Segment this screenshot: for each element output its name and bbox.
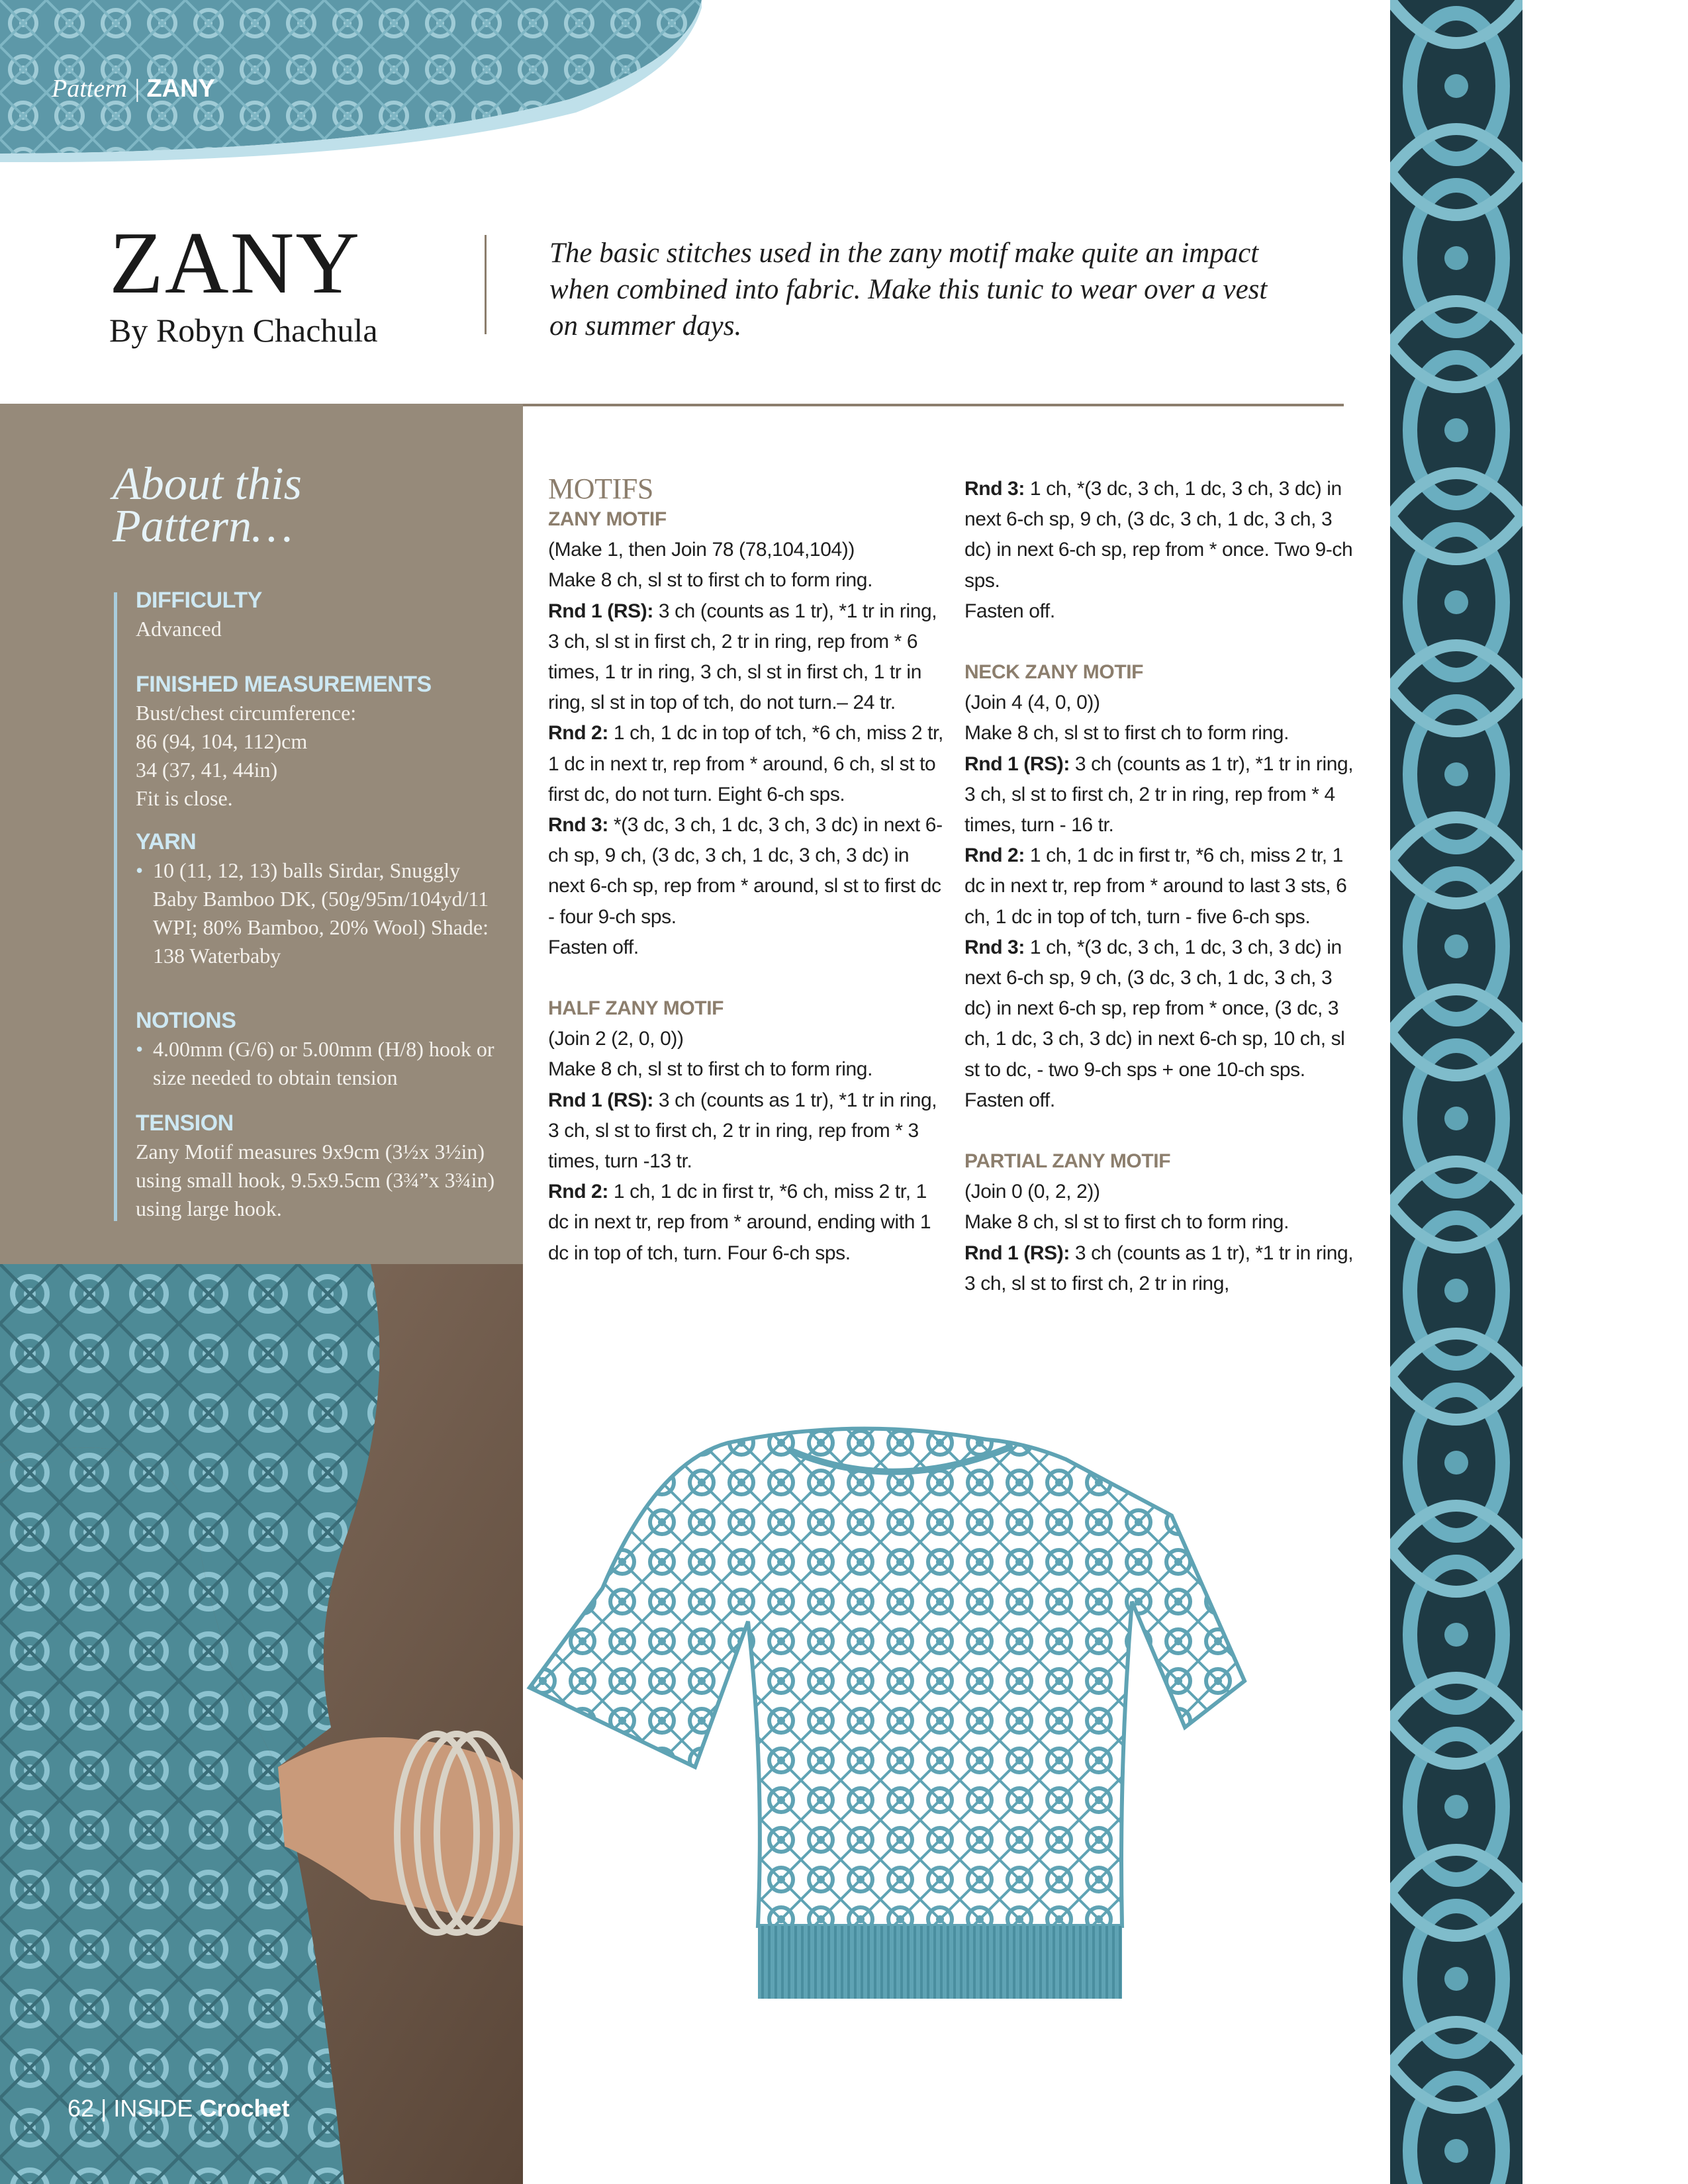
pattern-column-2 [964,474,1362,1299]
measurements-line: Bust/chest circumference: [136,701,357,725]
difficulty-label: DIFFICULTY [136,588,262,613]
sidebar-rule [114,592,117,1221]
instruction-line: Fasten off. [964,600,1055,622]
running-head-section: Pattern [52,75,127,103]
notions-item: • 4.00mm (G/6) or 5.00mm (H/8) hook or size needed to obtain tension [136,1035,506,1092]
instruction-round [548,810,945,933]
running-head-title: ZANY [146,75,215,103]
pattern-column-1 [548,474,945,1269]
notions-label: NOTIONS [136,1008,236,1033]
round-label: Rnd 3: [964,936,1025,958]
section-rule [523,404,1344,406]
round-label: Rnd 3: [964,478,1025,500]
round-label: Rnd 1 (RS): [964,1242,1070,1264]
round-label: Rnd 2: [548,722,608,745]
round-label: Rnd 1 (RS): [548,1089,653,1111]
instruction-line: Fasten off. [964,1089,1055,1111]
page-number: 62 [68,2095,95,2122]
about-heading-line1: About this [113,459,302,510]
round-label: Rnd 2: [548,1181,608,1203]
instruction-line: (Make 1, then Join 78 (78,104,104)) [548,539,855,561]
instruction-line: Make 8 ch, sl st to first ch to form ring. [548,1058,873,1081]
difficulty-block [136,586,506,643]
instruction-line: Make 8 ch, sl st to first ch to form ring. [548,569,873,592]
measurements-line: 86 (94, 104, 112)cm [136,729,308,753]
round-label: Rnd 1 (RS): [964,752,1070,775]
yarn-block [136,827,506,970]
measurements-block [136,670,506,813]
measurements-line: 34 (37, 41, 44in) [136,758,278,782]
instruction-line: (Join 0 (0, 2, 2)) [964,1181,1100,1203]
round-text: 1 ch, 1 dc in top of tch, *6 ch, miss 2 tr, 1 dc in next tr, rep from * around, 6 ch, sl st to first dc, do not turn. Eight 6-ch sps. [548,722,943,805]
measurements-line: Fit is close. [136,786,233,810]
round-label: Rnd 1 (RS): [548,600,653,622]
round-text: 1 ch, 1 dc in first tr, *6 ch, miss 2 tr, 1 dc in next tr, rep from * around to last 3 sts, 6 ch, 1 dc in top of tch, turn - five 6-ch sps. [964,844,1347,928]
title-divider [485,235,487,334]
crochet-closeup-photo [1390,0,1523,2184]
instruction-round [964,841,1362,933]
instruction-line: (Join 2 (2, 0, 0)) [548,1028,684,1050]
model-photo [0,1264,523,2184]
about-heading-line2: Pattern… [113,501,293,552]
instruction-line: Make 8 ch, sl st to first ch to form ring. [964,722,1289,745]
instruction-round [548,718,945,810]
half-zany-motif-heading: HALF ZANY MOTIF [548,997,724,1020]
round-text: 3 ch (counts as 1 tr), *1 tr in ring, 3 ch, sl st in first ch, 2 tr in ring, rep from * 6 times, 1 tr in ring, 3 ch, sl st in first ch, 1 tr in ring, sl st in top of tch, do not turn.– 24 tr. [548,600,937,714]
magazine-name-b: Crochet [199,2095,290,2122]
magazine-name-a: INSIDE [113,2095,193,2122]
neck-zany-motif-heading: NECK ZANY MOTIF [964,661,1144,684]
instruction-line: Fasten off. [548,936,639,958]
instruction-round [964,474,1362,596]
intro-text: The basic stitches used in the zany motif make quite an impact when combined into fabric. Make this tunic to wear over a vest on summer days. [549,238,1268,341]
tunic-photo [523,1423,1377,2118]
round-label: Rnd 3: [548,814,608,837]
round-text: 3 ch (counts as 1 tr), *1 tr in ring, 3 ch, sl st to first ch, 2 tr in ring, [964,1242,1354,1295]
instruction-round [548,1177,945,1269]
notions-block [136,1006,506,1092]
tension-label: TENSION [136,1111,234,1136]
instruction-round [964,1238,1362,1299]
round-text: 1 ch, *(3 dc, 3 ch, 1 dc, 3 ch, 3 dc) in next 6-ch sp, 9 ch, (3 dc, 3 ch, 1 dc, 3 ch, 3 dc) in next 6-ch sp, rep from * once, (3 dc, 3 ch, 1 dc, 3 ch, 3 dc) in next 6-ch sp, 10 ch, sl st to dc, - two 9-ch sps + one 10-ch sps. [964,936,1345,1081]
round-text: *(3 dc, 3 ch, 1 dc, 3 ch, 3 dc) in next 6-ch sp, 9 ch, (3 dc, 3 ch, 1 dc, 3 ch, 3 dc) in next 6-ch sp, rep from * around, sl st to first dc - four 9-ch sps. [548,814,943,928]
motifs-heading: MOTIFS [548,473,653,505]
measurements-label: FINISHED MEASUREMENTS [136,672,432,697]
about-heading [113,459,302,552]
partial-zany-motif-heading: PARTIAL ZANY MOTIF [964,1150,1171,1173]
round-text: 1 ch, *(3 dc, 3 ch, 1 dc, 3 ch, 3 dc) in next 6-ch sp, 9 ch, (3 dc, 3 ch, 1 dc, 3 ch, 3 dc) in next 6-ch sp, rep from * once. Two 9-ch sps. [964,478,1353,592]
author-byline: By Robyn Chachula [109,312,378,349]
yarn-item: • 10 (11, 12, 13) balls Sirdar, Snuggly Baby Bamboo DK, (50g/95m/104yd/11 WPI; 80% Bamboo, 20% Wool) Shade: 138 Waterbaby [136,856,506,970]
instruction-round [548,596,945,719]
instruction-round [964,933,1362,1085]
round-text: 3 ch (counts as 1 tr), *1 tr in ring, 3 ch, sl st to first ch, 2 tr in ring, rep from * 3 times, turn -13 tr. [548,1089,937,1173]
round-text: 1 ch, 1 dc in first tr, *6 ch, miss 2 tr, 1 dc in next tr, rep from * around, ending with 1 dc in top of tch, turn. Four 6-ch sps. [548,1181,931,1264]
page-footer: 62 | INSIDE Crochet [68,2095,290,2122]
round-label: Rnd 2: [964,844,1025,867]
yarn-label: YARN [136,829,197,854]
instruction-round [964,749,1362,841]
running-head: Pattern | ZANY [52,75,215,103]
instruction-round [548,1085,945,1177]
round-text: 3 ch (counts as 1 tr), *1 tr in ring, 3 ch, sl st to first ch, 2 tr in ring, rep from * 4 times, turn - 16 tr. [964,752,1354,837]
instruction-line: Make 8 ch, sl st to first ch to form ring. [964,1211,1289,1234]
zany-motif-heading: ZANY MOTIF [548,508,667,530]
pattern-title: ZANY [109,214,361,312]
tension-block [136,1109,506,1223]
instruction-line: (Join 4 (4, 0, 0)) [964,692,1100,714]
difficulty-value: Advanced [136,617,222,641]
tension-text: Zany Motif measures 9x9cm (3½x 3½in) using small hook, 9.5x9.5cm (3¾”x 3¾in) using large hook. [136,1140,495,1220]
